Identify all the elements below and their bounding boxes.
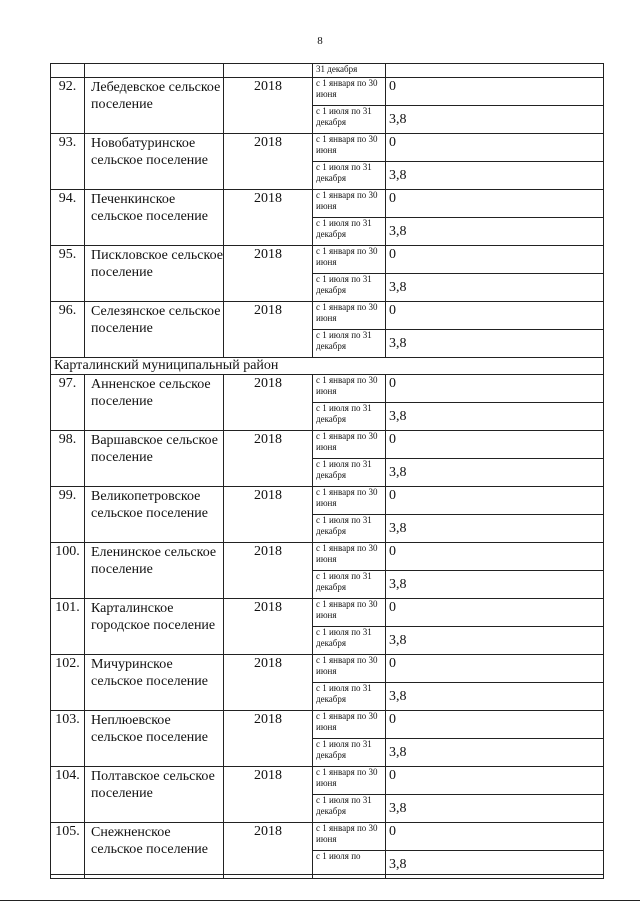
period-second-half: с 1 июля по 31 декабря [313, 459, 386, 487]
row-number: 105. [51, 823, 85, 879]
row-year: 2018 [224, 375, 313, 431]
row-year: 2018 [224, 246, 313, 302]
row-number: 97. [51, 375, 85, 431]
rate-second-half: 3,8 [386, 515, 604, 543]
table-row [51, 655, 604, 683]
period-second-half: с 1 июля по 31 декабря [313, 683, 386, 711]
settlement-name: Печенкинское сельское поселение [85, 190, 224, 246]
period-cell: 31 декабря [313, 64, 386, 78]
period-first-half: с 1 января по 30 июня [313, 655, 386, 683]
period-first-half: с 1 января по 30 июня [313, 487, 386, 515]
table-row [51, 134, 604, 162]
row-year: 2018 [224, 599, 313, 655]
settlement-name: Анненское сельское поселение [85, 375, 224, 431]
row-number: 94. [51, 190, 85, 246]
period-second-half: с 1 июля по 31 декабря [313, 739, 386, 767]
settlement-name: Карталинское городское поселение [85, 599, 224, 655]
table-bottom-rule [50, 874, 603, 875]
table-row [51, 375, 604, 403]
district-heading-row [51, 358, 604, 375]
rate-first-half: 0 [386, 767, 604, 795]
table-row [51, 302, 604, 330]
settlement-name: Лебедевское сельское поселение [85, 78, 224, 134]
rate-second-half: 3,8 [386, 851, 604, 879]
page-bottom-line [0, 900, 640, 901]
period-second-half: с 1 июля по 31 декабря [313, 795, 386, 823]
period-first-half: с 1 января по 30 июня [313, 190, 386, 218]
period-second-half: с 1 июля по 31 декабря [313, 274, 386, 302]
row-year: 2018 [224, 431, 313, 487]
period-first-half: с 1 января по 30 июня [313, 823, 386, 851]
settlement-name: Новобатуринское сельское поселение [85, 134, 224, 190]
rate-first-half: 0 [386, 190, 604, 218]
period-second-half: с 1 июля по 31 декабря [313, 162, 386, 190]
period-first-half: с 1 января по 30 июня [313, 134, 386, 162]
district-title: Карталинский муниципальный район [51, 358, 604, 375]
rate-second-half: 3,8 [386, 330, 604, 358]
rate-first-half: 0 [386, 599, 604, 627]
table-row [51, 190, 604, 218]
period-second-half: с 1 июля по 31 декабря [313, 218, 386, 246]
row-number: 100. [51, 543, 85, 599]
table-row [51, 431, 604, 459]
table-row [51, 487, 604, 515]
row-year: 2018 [224, 711, 313, 767]
settlement-name: Селезянское сельское поселение [85, 302, 224, 358]
period-first-half: с 1 января по 30 июня [313, 599, 386, 627]
table-row [51, 246, 604, 274]
rate-second-half: 3,8 [386, 162, 604, 190]
row-number: 104. [51, 767, 85, 823]
period-second-half: с 1 июля по 31 декабря [313, 627, 386, 655]
rate-second-half: 3,8 [386, 459, 604, 487]
period-first-half: с 1 января по 30 июня [313, 78, 386, 106]
period-second-half: с 1 июля по [313, 851, 386, 879]
continued-row [51, 64, 604, 78]
page-number: 8 [317, 35, 323, 47]
settlement-name: Еленинское сельское поселение [85, 543, 224, 599]
rate-second-half: 3,8 [386, 627, 604, 655]
rate-first-half: 0 [386, 78, 604, 106]
row-year: 2018 [224, 487, 313, 543]
settlement-name: Великопетровское сельское поселение [85, 487, 224, 543]
settlement-name: Мичуринское сельское поселение [85, 655, 224, 711]
period-first-half: с 1 января по 30 июня [313, 246, 386, 274]
rate-first-half: 0 [386, 246, 604, 274]
settlement-name: Неплюевское сельское поселение [85, 711, 224, 767]
rate-first-half: 0 [386, 487, 604, 515]
rate-second-half: 3,8 [386, 403, 604, 431]
table-row [51, 543, 604, 571]
period-first-half: с 1 января по 30 июня [313, 711, 386, 739]
period-second-half: с 1 июля по 31 декабря [313, 330, 386, 358]
year-cell [224, 64, 313, 78]
rate-first-half: 0 [386, 655, 604, 683]
table-row [51, 599, 604, 627]
rate-second-half: 3,8 [386, 683, 604, 711]
row-year: 2018 [224, 543, 313, 599]
rate-first-half: 0 [386, 543, 604, 571]
period-second-half: с 1 июля по 31 декабря [313, 515, 386, 543]
rate-first-half: 0 [386, 431, 604, 459]
period-second-half: с 1 июля по 31 декабря [313, 571, 386, 599]
rate-second-half: 3,8 [386, 739, 604, 767]
period-first-half: с 1 января по 30 июня [313, 543, 386, 571]
row-number: 96. [51, 302, 85, 358]
rate-second-half: 3,8 [386, 571, 604, 599]
period-first-half: с 1 января по 30 июня [313, 375, 386, 403]
row-year: 2018 [224, 78, 313, 134]
row-number: 95. [51, 246, 85, 302]
row-number: 101. [51, 599, 85, 655]
row-number: 102. [51, 655, 85, 711]
period-first-half: с 1 января по 30 июня [313, 302, 386, 330]
period-second-half: с 1 июля по 31 декабря [313, 106, 386, 134]
settlement-name: Пискловское сельское поселение [85, 246, 224, 302]
settlement-name: Снежненское сельское поселение [85, 823, 224, 879]
rate-second-half: 3,8 [386, 795, 604, 823]
row-year: 2018 [224, 655, 313, 711]
tax-rate-table [50, 63, 604, 879]
num-cell [51, 64, 85, 78]
row-year: 2018 [224, 190, 313, 246]
settlement-name: Полтавское сельское поселение [85, 767, 224, 823]
rate-first-half: 0 [386, 375, 604, 403]
row-year: 2018 [224, 134, 313, 190]
table-row [51, 78, 604, 106]
rate-first-half: 0 [386, 711, 604, 739]
row-year: 2018 [224, 302, 313, 358]
row-number: 93. [51, 134, 85, 190]
period-first-half: с 1 января по 30 июня [313, 767, 386, 795]
settlement-name: Варшавское сельское поселение [85, 431, 224, 487]
rate-second-half: 3,8 [386, 218, 604, 246]
rate-first-half: 0 [386, 134, 604, 162]
name-cell [85, 64, 224, 78]
period-first-half: с 1 января по 30 июня [313, 431, 386, 459]
table-row [51, 711, 604, 739]
row-number: 98. [51, 431, 85, 487]
table-row [51, 823, 604, 851]
rate-second-half: 3,8 [386, 106, 604, 134]
row-year: 2018 [224, 767, 313, 823]
rate-second-half: 3,8 [386, 274, 604, 302]
row-number: 103. [51, 711, 85, 767]
row-year: 2018 [224, 823, 313, 879]
value-cell [386, 64, 604, 78]
table-body [51, 64, 604, 879]
rate-first-half: 0 [386, 823, 604, 851]
rate-first-half: 0 [386, 302, 604, 330]
table-row [51, 767, 604, 795]
row-number: 92. [51, 78, 85, 134]
period-second-half: с 1 июля по 31 декабря [313, 403, 386, 431]
row-number: 99. [51, 487, 85, 543]
